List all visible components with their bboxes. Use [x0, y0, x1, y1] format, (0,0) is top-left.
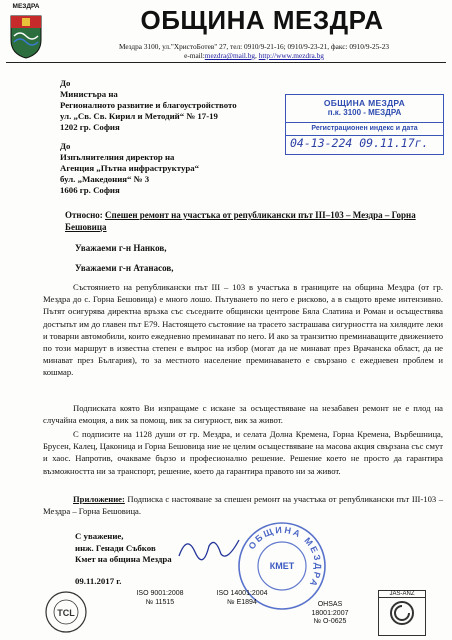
recipient1-line: ул. „Св. Св. Кирил и Методий“ № 17-19	[60, 111, 218, 121]
stamp-ring-text: ОБЩИНА МЕЗДРА	[246, 524, 324, 590]
recipient2-line: До	[60, 141, 71, 151]
subject-text: Спешен ремонт на участъка от републикански път III–103 – Мездра – Горна Бешовица	[65, 210, 416, 232]
signer-name: инж. Генади Събков	[75, 542, 156, 553]
body-paragraph: Подписката която Ви изпращаме с искане за осъществяване на незабавен ремонт не е плод на случайна емоция, а вик за помощ, вик за сигурност, вик за живот.	[43, 403, 443, 426]
recipient2-line: бул. „Македония“ № 3	[60, 174, 150, 184]
header-divider	[6, 62, 446, 63]
stamp-line-3: Регистрационен индекс и дата	[286, 122, 443, 136]
jas-anz-label: JAS-ANZ	[379, 591, 425, 598]
attachment-note	[43, 493, 443, 517]
handwritten-signature	[175, 528, 245, 568]
signature-block	[75, 531, 172, 566]
cert-line: ISO 9001:2008	[136, 590, 184, 597]
cert-line: ISO 14001:2004	[216, 590, 268, 597]
stamp-line-2: п.к. 3100 - МЕЗДРА	[327, 108, 402, 117]
email-prefix: e-mail:	[184, 51, 205, 60]
jas-anz-logo	[378, 590, 426, 636]
greeting-2: Уважаеми г-н Атанасов,	[75, 263, 174, 273]
jas-anz-mark-icon	[389, 600, 415, 626]
tcl-cert-logo	[44, 590, 88, 634]
stamp-handwritten-number: 04-13-224 09.11.17г.	[290, 136, 429, 150]
subject-line	[65, 209, 445, 233]
cert-line: 18001:2007	[311, 609, 349, 617]
recipient1-line: 1202 гр. София	[60, 122, 120, 132]
recipient1-line: Министъра на	[60, 89, 118, 99]
email-link[interactable]: mezdra@mail.bg	[204, 51, 256, 60]
recipient2-line: Изпълнителния директор на	[60, 152, 175, 162]
attachment-text: Подписка с настояване за спешен ремонт на участъка от републикански път III-103 – Мездра – Горна Бешовица.	[43, 494, 444, 517]
body-paragraph: С подписите на 1128 души от гр. Мездра, и селата Долна Кремена, Горна Кремена, Върбешница, Брусен, Калец, Цаконица и Горна Бешовица ние не целим осъществяване на масова акция свързана със смут и хаос. Напротив, очакваме бързо и професионално решение. Решение което не просто да гарантира възможността ни за транспорт, решение, което да гарантира правото ни за живот.	[43, 429, 443, 476]
coat-of-arms-logo	[8, 6, 44, 60]
stamp-center-text: КМЕТ	[269, 561, 295, 571]
letter-date: 09.11.2017 г.	[75, 576, 122, 586]
body-paragraph: Състоянието на републикански път III – 103 в участъка в границите на община Мездра (от гр. Мездра до с. Горна Бешовица) е много лошо. Пътуването по него е рисково, а в същото време интензивно. Пътят осигурява директна връзка със съседните общински центрове Бяла Слатина и Роман и осъществява достъпът им до главен път Е79. Настоящето състояние на трасето застрашава сигурността на хилядите леки и товарни автомобили, които ежедневно преминават по него. И ако за транзитно преминаващите движението по този маршрут в известна степен е въпрос на избор (могат да не минават през Врачанска област, да не минават през България), то за местното население преминаването е свързано с ежедневен проблем и кошмар.	[43, 282, 443, 378]
cert-iso9001	[120, 590, 200, 607]
tcl-logo-text: TCL	[57, 608, 75, 618]
recipient2-line: 1606 гр. София	[60, 185, 120, 195]
closing: С уважение,	[75, 531, 124, 541]
cert-line: OHSAS	[317, 601, 343, 608]
cert-line: № 11515	[145, 598, 175, 606]
cert-line: № Е1894	[227, 598, 257, 606]
recipient2-line: Агенция „Пътна инфраструктура“	[60, 163, 200, 173]
cert-iso14001	[200, 590, 284, 607]
web-link[interactable]: http://www.mezdra.bg	[258, 51, 324, 60]
registration-stamp	[285, 94, 444, 155]
recipient-block-2	[60, 141, 199, 196]
subject-label: Относно:	[65, 210, 103, 220]
cert-ohsas	[290, 601, 370, 627]
stamp-line-1: ОБЩИНА МЕЗДРА	[323, 98, 406, 108]
recipient1-line: До	[60, 78, 71, 88]
header-address: Мездра 3100, ул."ХристоБотев" 27, тел: 0910/9-21-16; 0910/9-23-21, факс: 0910/9-25-23	[118, 42, 390, 51]
header-contacts: e-mail:mezdra@mail.bg, http://www.mezdra.bg	[184, 51, 324, 60]
logo-caption: МЕЗДРА	[12, 3, 40, 10]
recipient1-line: Регионалното развитие и благоустройството	[60, 100, 237, 110]
greeting-1: Уважаеми г-н Нанков,	[75, 243, 167, 253]
page-title: ОБЩИНА МЕЗДРА	[140, 5, 384, 35]
cert-line: № О-0625	[313, 618, 347, 625]
attachment-label: Приложение:	[73, 494, 125, 504]
recipient-block-1	[60, 78, 237, 133]
signer-position: Кмет на община Мездра	[75, 554, 172, 564]
